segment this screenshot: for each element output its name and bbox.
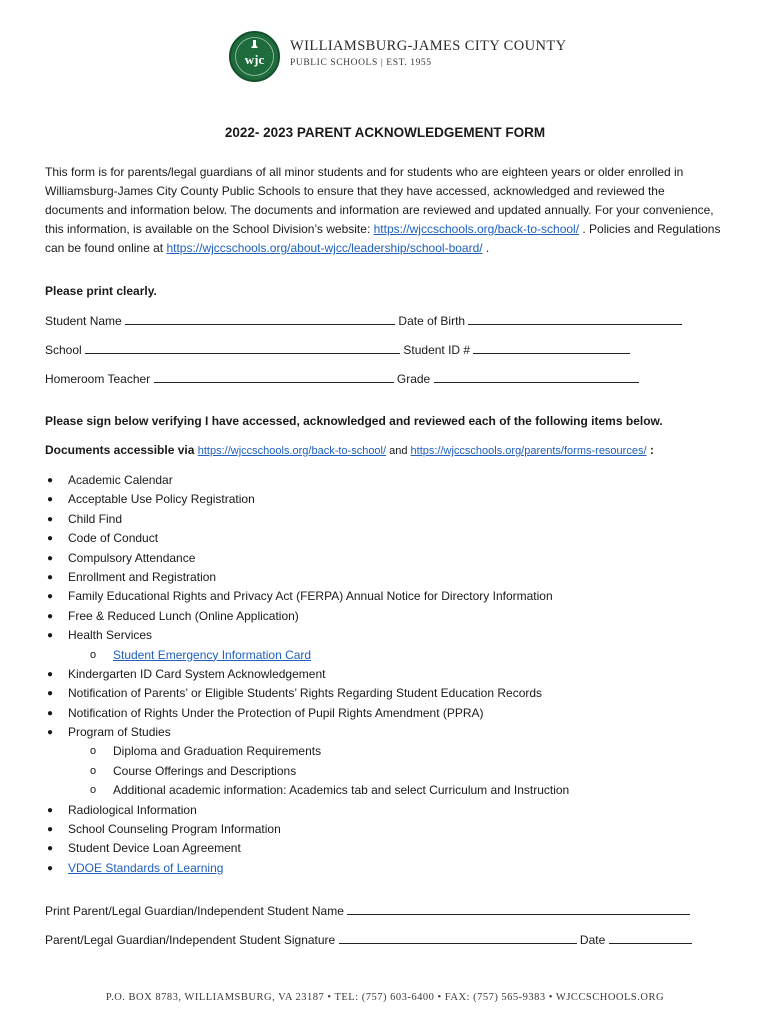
list-item-text: Additional academic information: Academics tab and select Curriculum and Instruction — [113, 783, 570, 798]
homeroom-teacher-field[interactable] — [154, 371, 394, 383]
documents-accessible-line — [45, 443, 654, 457]
docs-back-to-school-link[interactable]: https://wjccschools.org/back-to-school/ — [197, 445, 387, 457]
intro-text-3: . — [482, 241, 490, 255]
bullet-icon: ● — [47, 591, 54, 603]
list-item-text: Diploma and Graduation Requirements — [113, 744, 322, 759]
student-name-label: Student Name — [45, 314, 122, 328]
bullet-icon: ● — [47, 862, 54, 874]
documents-label: Documents accessible via — [45, 443, 198, 457]
sub-bullet-icon: o — [90, 764, 97, 777]
list-item-text: Family Educational Rights and Privacy Act (FERPA) Annual Notice for Directory Information — [68, 589, 553, 604]
list-item-text: Academic Calendar — [68, 473, 173, 487]
bullet-icon: ● — [47, 707, 54, 719]
bullet-icon: ● — [47, 727, 54, 739]
date-label: Date — [579, 933, 606, 947]
bullet-icon: ● — [47, 571, 54, 583]
form-title: 2022- 2023 PARENT ACKNOWLEDGEMENT FORM — [224, 125, 546, 140]
org-subtitle: PUBLIC SCHOOLS | EST. 1955 — [290, 58, 432, 68]
list-item-text: Notification of Rights Under the Protection of Pupil Rights Amendment (PPRA) — [68, 705, 484, 720]
student-name-row — [45, 313, 682, 328]
list-item-text: Compulsory Attendance — [68, 550, 196, 565]
list-item-text: Kindergarten ID Card System Acknowledgement — [68, 666, 326, 681]
list-item-text: Course Offerings and Descriptions — [113, 763, 297, 778]
sub-bullet-icon: o — [90, 648, 97, 661]
list-item-text: Notification of Parents’ or Eligible Students’ Rights Regarding Student Education Records — [68, 686, 543, 701]
sign-below-note: Please sign below verifying I have accessed, acknowledged and reviewed each of the following items below. — [45, 414, 663, 428]
student-name-field[interactable] — [125, 313, 395, 325]
sub-bullet-icon: o — [90, 745, 97, 758]
date-of-birth-field[interactable] — [468, 313, 682, 325]
bullet-icon: ● — [47, 494, 54, 506]
list-item-text: School Counseling Program Information — [68, 822, 281, 837]
print-clearly-note: Please print clearly. — [45, 284, 157, 298]
bullet-icon: ● — [47, 475, 54, 486]
list-item-text: Student Device Loan Agreement — [68, 841, 241, 856]
school-field[interactable] — [85, 342, 400, 354]
bullet-icon: ● — [47, 513, 54, 525]
bullet-icon: ● — [47, 688, 54, 700]
school-logo — [229, 31, 280, 82]
list-item-text: Enrollment and Registration — [68, 569, 217, 584]
bullet-icon: ● — [47, 610, 54, 622]
docs-and-text: and — [386, 445, 411, 457]
bullet-icon: ● — [47, 630, 54, 642]
date-of-birth-label: Date of Birth — [398, 314, 466, 328]
signature-label: Parent/Legal Guardian/Independent Student Signature — [45, 933, 336, 947]
signature-field[interactable] — [339, 932, 577, 944]
bullet-icon: ● — [47, 804, 54, 816]
homeroom-teacher-label: Homeroom Teacher — [45, 372, 151, 386]
date-field[interactable] — [609, 932, 692, 944]
homeroom-row — [45, 371, 639, 386]
list-item-text: Acceptable Use Policy Registration — [68, 492, 255, 507]
school-board-link[interactable]: https://wjccschools.org/about-wjcc/leadership/school-board/ — [166, 241, 483, 255]
list-item-text: Radiological Information — [68, 802, 197, 817]
bullet-icon: ● — [47, 668, 54, 680]
school-label: School — [45, 343, 82, 357]
docs-forms-resources-link[interactable]: https://wjccschools.org/parents/forms-resources/ — [410, 445, 647, 457]
print-name-label: Print Parent/Legal Guardian/Independent Student Name — [45, 904, 344, 918]
print-name-field[interactable] — [347, 903, 690, 915]
bullet-icon: ● — [47, 824, 54, 836]
list-item-text: Child Find — [68, 511, 123, 526]
student-id-label: Student ID # — [403, 343, 471, 357]
logo-emblem-icon — [231, 33, 278, 80]
bullet-icon: ● — [47, 552, 54, 564]
grade-field[interactable] — [434, 371, 639, 383]
list-item-text: Health Services — [68, 628, 153, 643]
docs-end-text: : — [646, 443, 654, 457]
back-to-school-link[interactable]: https://wjccschools.org/back-to-school/ — [373, 222, 580, 236]
grade-label: Grade — [396, 372, 431, 386]
bullet-icon: ● — [47, 533, 54, 545]
school-row — [45, 342, 630, 357]
list-item-text: Code of Conduct — [68, 531, 159, 546]
footer-contact: P.O. BOX 8783, WILLIAMSBURG, VA 23187 • TEL: (757) 603-6400 • FAX: (757) 565-9383 • WJCCSCHOOLS.ORG — [105, 992, 665, 1003]
student-id-field[interactable] — [473, 342, 630, 354]
list-item-text: Free & Reduced Lunch (Online Application) — [68, 608, 299, 623]
intro-text-2: . Policies and Regulations can be found online at — [45, 222, 721, 255]
intro-text-1: This form is for parents/legal guardians of all minor students and for students who are eighteen years or older enrolled in Williamsburg-James City County Public Schools to ensure that they have accessed, acknowledged and reviewed the documents and information below. The documents and information are reviewed and updated annually. For your convenience, this information, is available on the School Division’s website: — [45, 165, 714, 236]
signature-row — [45, 932, 692, 947]
list-item-link[interactable]: Student Emergency Information Card — [113, 647, 312, 662]
list-item-link[interactable]: VDOE Standards of Learning — [68, 860, 224, 875]
list-item-text: Program of Studies — [68, 725, 171, 740]
intro-paragraph — [45, 163, 725, 258]
sub-bullet-icon: o — [90, 784, 97, 797]
bullet-icon: ● — [47, 843, 54, 855]
org-name: WILLIAMSBURG-JAMES CITY COUNTY — [290, 38, 567, 54]
svg-text:wjc: wjc — [244, 52, 265, 67]
print-name-row — [45, 903, 690, 918]
